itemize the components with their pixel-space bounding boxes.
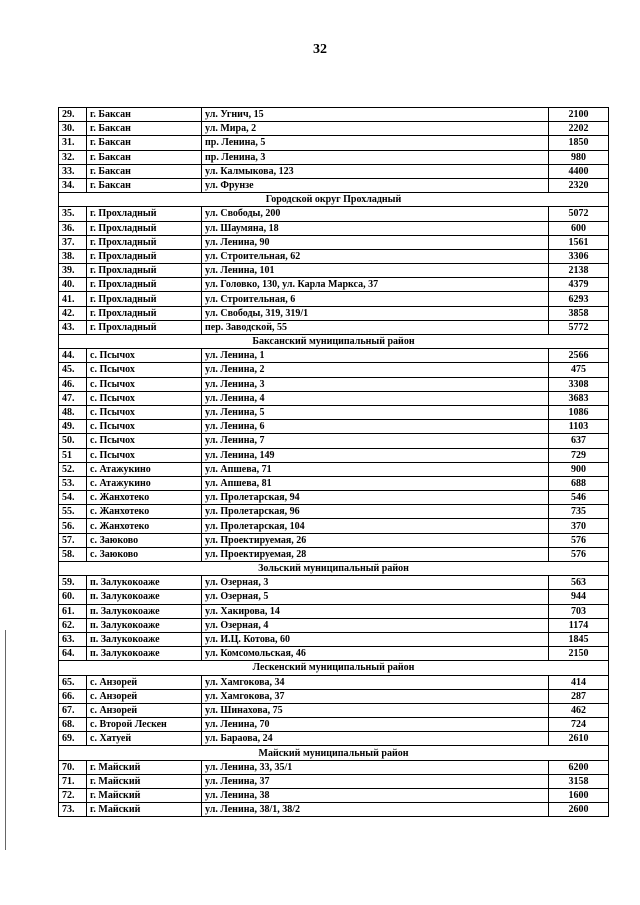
- value-cell: 3683: [549, 391, 609, 405]
- address-cell: ул. Фрунзе: [202, 178, 549, 192]
- address-cell: пр. Ленина, 3: [202, 150, 549, 164]
- value-cell: 703: [549, 604, 609, 618]
- locality-cell: с. Анзорей: [87, 675, 202, 689]
- table-row: [59, 789, 609, 803]
- address-cell: ул. Ленина, 37: [202, 774, 549, 788]
- value-cell: 563: [549, 576, 609, 590]
- row-number: 59.: [59, 576, 87, 590]
- row-number: 66.: [59, 689, 87, 703]
- table-row: [59, 760, 609, 774]
- value-cell: 6200: [549, 760, 609, 774]
- table-row: [59, 703, 609, 717]
- row-number: 39.: [59, 264, 87, 278]
- value-cell: 3308: [549, 377, 609, 391]
- table-row: [59, 108, 609, 122]
- table-row: [59, 235, 609, 249]
- address-cell: ул. Свободы, 319, 319/1: [202, 306, 549, 320]
- locality-cell: с. Атажукино: [87, 476, 202, 490]
- section-header-row: [59, 562, 609, 576]
- row-number: 61.: [59, 604, 87, 618]
- value-cell: 370: [549, 519, 609, 533]
- address-cell: ул. Апшева, 81: [202, 476, 549, 490]
- address-cell: ул. Строительная, 6: [202, 292, 549, 306]
- table-row: [59, 476, 609, 490]
- address-cell: ул. Строительная, 62: [202, 249, 549, 263]
- row-number: 41.: [59, 292, 87, 306]
- address-cell: ул. Проектируемая, 26: [202, 533, 549, 547]
- value-cell: 980: [549, 150, 609, 164]
- value-cell: 944: [549, 590, 609, 604]
- value-cell: 3306: [549, 249, 609, 263]
- table-row: [59, 320, 609, 334]
- address-cell: ул. Угнич, 15: [202, 108, 549, 122]
- table-body: [59, 108, 609, 817]
- address-cell: ул. Свободы, 200: [202, 207, 549, 221]
- address-cell: ул. Хамгокова, 34: [202, 675, 549, 689]
- row-number: 62.: [59, 618, 87, 632]
- locality-cell: п. Залукокоаже: [87, 618, 202, 632]
- address-cell: ул. Бараова, 24: [202, 732, 549, 746]
- row-number: 65.: [59, 675, 87, 689]
- table-row: [59, 122, 609, 136]
- locality-cell: г. Прохладный: [87, 292, 202, 306]
- section-header-row: [59, 193, 609, 207]
- address-cell: ул. Ленина, 38/1, 38/2: [202, 803, 549, 817]
- value-cell: 600: [549, 221, 609, 235]
- value-cell: 729: [549, 448, 609, 462]
- locality-cell: п. Залукокоаже: [87, 632, 202, 646]
- value-cell: 287: [549, 689, 609, 703]
- row-number: 51: [59, 448, 87, 462]
- locality-cell: г. Баксан: [87, 136, 202, 150]
- address-cell: ул. Ленина, 4: [202, 391, 549, 405]
- section-header-row: [59, 746, 609, 760]
- locality-cell: г. Прохладный: [87, 221, 202, 235]
- table-row: [59, 405, 609, 419]
- address-cell: ул. Ленина, 101: [202, 264, 549, 278]
- address-cell: ул. Мира, 2: [202, 122, 549, 136]
- locality-cell: с. Атажукино: [87, 462, 202, 476]
- address-cell: ул. Хамгокова, 37: [202, 689, 549, 703]
- locality-cell: с. Второй Лескен: [87, 718, 202, 732]
- row-number: 35.: [59, 207, 87, 221]
- value-cell: 414: [549, 675, 609, 689]
- table-row: [59, 278, 609, 292]
- address-cell: ул. Озерная, 3: [202, 576, 549, 590]
- row-number: 50.: [59, 434, 87, 448]
- locality-cell: г. Прохладный: [87, 264, 202, 278]
- value-cell: 6293: [549, 292, 609, 306]
- row-number: 56.: [59, 519, 87, 533]
- row-number: 34.: [59, 178, 87, 192]
- locality-cell: г. Майский: [87, 774, 202, 788]
- value-cell: 1174: [549, 618, 609, 632]
- locality-cell: г. Майский: [87, 760, 202, 774]
- value-cell: 576: [549, 547, 609, 561]
- locality-cell: г. Майский: [87, 803, 202, 817]
- table-row: [59, 533, 609, 547]
- section-title: Городской округ Прохладный: [59, 193, 609, 207]
- table-row: [59, 576, 609, 590]
- table-row: [59, 434, 609, 448]
- value-cell: 2610: [549, 732, 609, 746]
- table-row: [59, 448, 609, 462]
- address-cell: ул. Озерная, 4: [202, 618, 549, 632]
- row-number: 47.: [59, 391, 87, 405]
- value-cell: 724: [549, 718, 609, 732]
- value-cell: 2320: [549, 178, 609, 192]
- table-row: [59, 207, 609, 221]
- value-cell: 900: [549, 462, 609, 476]
- locality-cell: с. Псычох: [87, 349, 202, 363]
- value-cell: 1850: [549, 136, 609, 150]
- table-row: [59, 491, 609, 505]
- table-row: [59, 774, 609, 788]
- value-cell: 1103: [549, 420, 609, 434]
- locality-cell: г. Баксан: [87, 108, 202, 122]
- address-cell: ул. Пролетарская, 104: [202, 519, 549, 533]
- address-cell: пр. Ленина, 5: [202, 136, 549, 150]
- row-number: 68.: [59, 718, 87, 732]
- row-number: 67.: [59, 703, 87, 717]
- buildings-table: [58, 107, 609, 817]
- row-number: 64.: [59, 647, 87, 661]
- table-row: [59, 292, 609, 306]
- locality-cell: с. Псычох: [87, 377, 202, 391]
- row-number: 31.: [59, 136, 87, 150]
- row-number: 55.: [59, 505, 87, 519]
- row-number: 58.: [59, 547, 87, 561]
- locality-cell: с. Псычох: [87, 363, 202, 377]
- row-number: 32.: [59, 150, 87, 164]
- row-number: 54.: [59, 491, 87, 505]
- value-cell: 546: [549, 491, 609, 505]
- address-cell: ул. Ленина, 90: [202, 235, 549, 249]
- row-number: 48.: [59, 405, 87, 419]
- value-cell: 1845: [549, 632, 609, 646]
- locality-cell: с. Жанхотеко: [87, 491, 202, 505]
- locality-cell: г. Прохладный: [87, 249, 202, 263]
- table-row: [59, 377, 609, 391]
- table-row: [59, 136, 609, 150]
- table-row: [59, 505, 609, 519]
- address-cell: пер. Заводской, 55: [202, 320, 549, 334]
- table-row: [59, 249, 609, 263]
- address-cell: ул. Ленина, 2: [202, 363, 549, 377]
- table-row: [59, 732, 609, 746]
- locality-cell: с. Заюково: [87, 547, 202, 561]
- value-cell: 1600: [549, 789, 609, 803]
- page-number: 32: [313, 42, 327, 57]
- table-row: [59, 150, 609, 164]
- value-cell: 1561: [549, 235, 609, 249]
- section-title: Баксанский муниципальный район: [59, 335, 609, 349]
- locality-cell: с. Хатуей: [87, 732, 202, 746]
- row-number: 49.: [59, 420, 87, 434]
- margin-binding-mark: [5, 630, 6, 850]
- value-cell: 5072: [549, 207, 609, 221]
- locality-cell: п. Залукокоаже: [87, 576, 202, 590]
- value-cell: 462: [549, 703, 609, 717]
- value-cell: 735: [549, 505, 609, 519]
- table-row: [59, 675, 609, 689]
- address-cell: ул. Ленина, 38: [202, 789, 549, 803]
- row-number: 43.: [59, 320, 87, 334]
- locality-cell: с. Жанхотеко: [87, 519, 202, 533]
- locality-cell: с. Псычох: [87, 391, 202, 405]
- locality-cell: с. Анзорей: [87, 703, 202, 717]
- value-cell: 475: [549, 363, 609, 377]
- locality-cell: г. Прохладный: [87, 306, 202, 320]
- value-cell: 2138: [549, 264, 609, 278]
- row-number: 30.: [59, 122, 87, 136]
- row-number: 60.: [59, 590, 87, 604]
- value-cell: 4400: [549, 164, 609, 178]
- row-number: 38.: [59, 249, 87, 263]
- locality-cell: с. Псычох: [87, 434, 202, 448]
- table-row: [59, 803, 609, 817]
- locality-cell: г. Прохладный: [87, 320, 202, 334]
- value-cell: 2566: [549, 349, 609, 363]
- row-number: 69.: [59, 732, 87, 746]
- address-cell: ул. Шаумяна, 18: [202, 221, 549, 235]
- address-cell: ул. Комсомольская, 46: [202, 647, 549, 661]
- address-cell: ул. Апшева, 71: [202, 462, 549, 476]
- table-row: [59, 164, 609, 178]
- row-number: 29.: [59, 108, 87, 122]
- row-number: 37.: [59, 235, 87, 249]
- table-row: [59, 618, 609, 632]
- table-row: [59, 349, 609, 363]
- value-cell: 2150: [549, 647, 609, 661]
- table-row: [59, 391, 609, 405]
- address-cell: ул. Ленина, 6: [202, 420, 549, 434]
- locality-cell: с. Псычох: [87, 420, 202, 434]
- value-cell: 2202: [549, 122, 609, 136]
- row-number: 42.: [59, 306, 87, 320]
- value-cell: 637: [549, 434, 609, 448]
- row-number: 52.: [59, 462, 87, 476]
- row-number: 45.: [59, 363, 87, 377]
- locality-cell: с. Псычох: [87, 405, 202, 419]
- locality-cell: г. Прохладный: [87, 278, 202, 292]
- value-cell: 2100: [549, 108, 609, 122]
- address-cell: ул. Калмыкова, 123: [202, 164, 549, 178]
- locality-cell: п. Залукокоаже: [87, 590, 202, 604]
- table-row: [59, 363, 609, 377]
- table-row: [59, 647, 609, 661]
- locality-cell: с. Псычох: [87, 448, 202, 462]
- table-row: [59, 306, 609, 320]
- address-cell: ул. Ленина, 3: [202, 377, 549, 391]
- table-row: [59, 420, 609, 434]
- row-number: 36.: [59, 221, 87, 235]
- table-row: [59, 519, 609, 533]
- address-cell: ул. Ленина, 149: [202, 448, 549, 462]
- address-cell: ул. Ленина, 33, 35/1: [202, 760, 549, 774]
- locality-cell: г. Баксан: [87, 150, 202, 164]
- address-cell: ул. Ленина, 7: [202, 434, 549, 448]
- locality-cell: г. Баксан: [87, 178, 202, 192]
- row-number: 71.: [59, 774, 87, 788]
- locality-cell: с. Анзорей: [87, 689, 202, 703]
- value-cell: 688: [549, 476, 609, 490]
- row-number: 73.: [59, 803, 87, 817]
- locality-cell: г. Прохладный: [87, 207, 202, 221]
- row-number: 57.: [59, 533, 87, 547]
- row-number: 46.: [59, 377, 87, 391]
- table-row: [59, 590, 609, 604]
- row-number: 33.: [59, 164, 87, 178]
- table-row: [59, 264, 609, 278]
- row-number: 63.: [59, 632, 87, 646]
- address-cell: ул. Озерная, 5: [202, 590, 549, 604]
- table-row: [59, 604, 609, 618]
- table-row: [59, 178, 609, 192]
- locality-cell: г. Прохладный: [87, 235, 202, 249]
- address-cell: ул. Ленина, 1: [202, 349, 549, 363]
- value-cell: 2600: [549, 803, 609, 817]
- address-cell: ул. Хакирова, 14: [202, 604, 549, 618]
- value-cell: 3158: [549, 774, 609, 788]
- address-cell: ул. Шинахова, 75: [202, 703, 549, 717]
- table-row: [59, 462, 609, 476]
- locality-cell: г. Баксан: [87, 122, 202, 136]
- locality-cell: п. Залукокоаже: [87, 647, 202, 661]
- address-cell: ул. Головко, 130, ул. Карла Маркса, 37: [202, 278, 549, 292]
- row-number: 70.: [59, 760, 87, 774]
- value-cell: 4379: [549, 278, 609, 292]
- row-number: 44.: [59, 349, 87, 363]
- section-title: Лескенский муниципальный район: [59, 661, 609, 675]
- table-row: [59, 689, 609, 703]
- table-row: [59, 221, 609, 235]
- locality-cell: г. Баксан: [87, 164, 202, 178]
- section-header-row: [59, 661, 609, 675]
- section-title: Майский муниципальный район: [59, 746, 609, 760]
- row-number: 72.: [59, 789, 87, 803]
- locality-cell: с. Заюково: [87, 533, 202, 547]
- table-row: [59, 632, 609, 646]
- value-cell: 576: [549, 533, 609, 547]
- locality-cell: с. Жанхотеко: [87, 505, 202, 519]
- address-cell: ул. Пролетарская, 94: [202, 491, 549, 505]
- section-header-row: [59, 335, 609, 349]
- address-cell: ул. И.Ц. Котова, 60: [202, 632, 549, 646]
- value-cell: 5772: [549, 320, 609, 334]
- address-cell: ул. Пролетарская, 96: [202, 505, 549, 519]
- locality-cell: п. Залукокоаже: [87, 604, 202, 618]
- locality-cell: г. Майский: [87, 789, 202, 803]
- address-cell: ул. Ленина, 70: [202, 718, 549, 732]
- row-number: 53.: [59, 476, 87, 490]
- value-cell: 3858: [549, 306, 609, 320]
- table-row: [59, 718, 609, 732]
- address-cell: ул. Ленина, 5: [202, 405, 549, 419]
- section-title: Зольский муниципальный район: [59, 562, 609, 576]
- table-row: [59, 547, 609, 561]
- row-number: 40.: [59, 278, 87, 292]
- value-cell: 1086: [549, 405, 609, 419]
- address-cell: ул. Проектируемая, 28: [202, 547, 549, 561]
